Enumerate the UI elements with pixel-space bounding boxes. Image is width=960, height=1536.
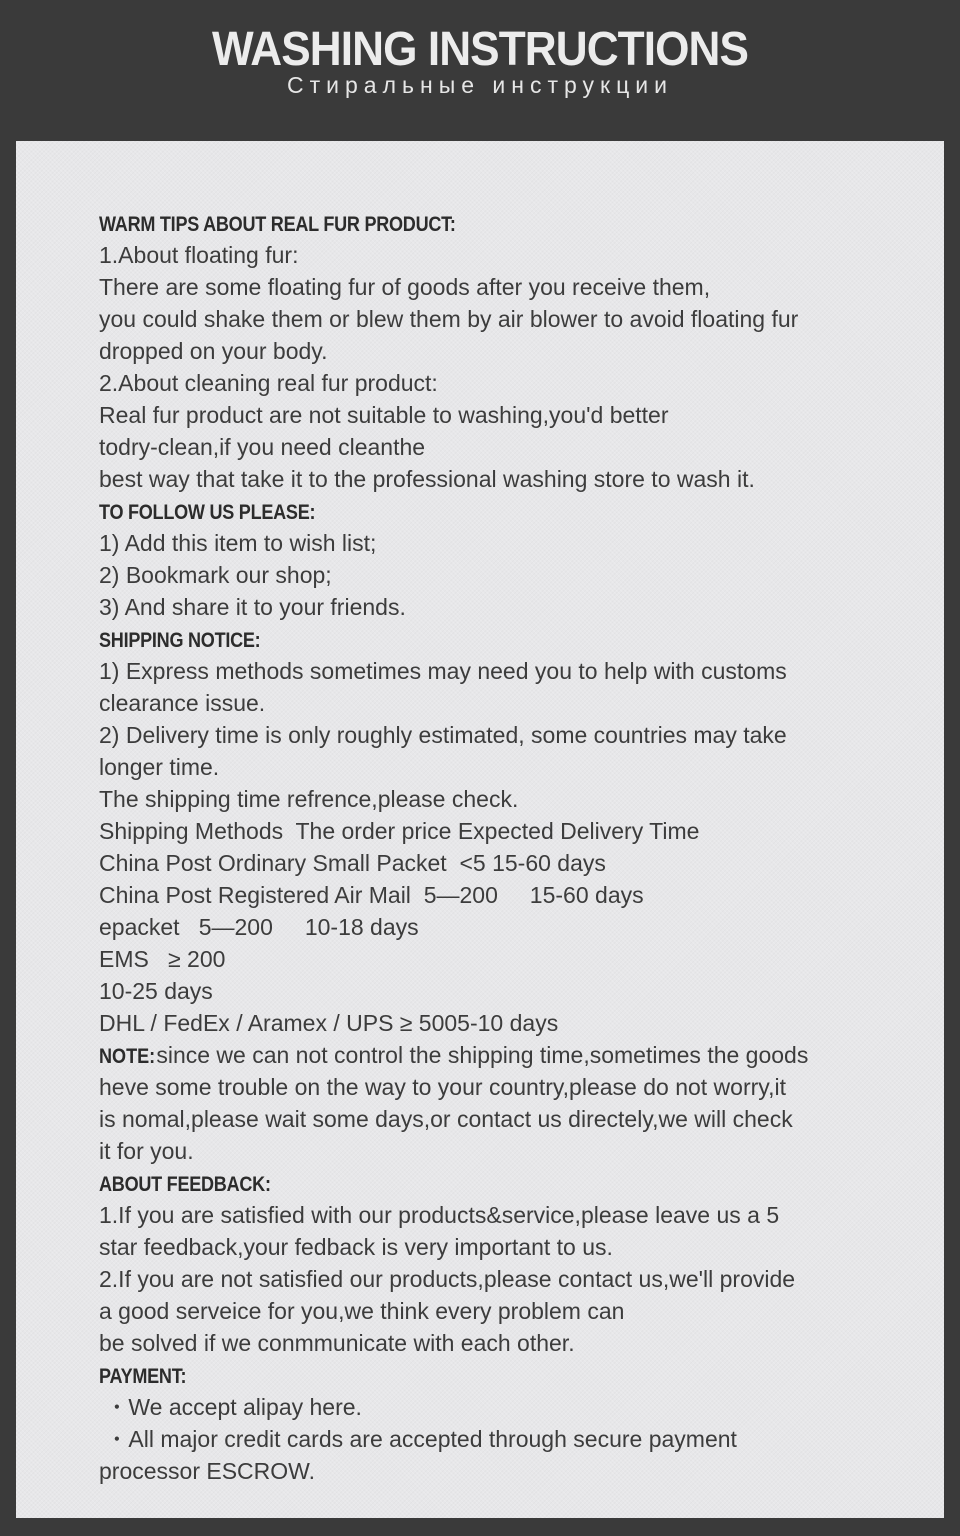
text-line: dropped on your body. xyxy=(99,338,328,364)
text-line: star feedback,your fedback is very important to us. xyxy=(99,1234,613,1260)
note-line xyxy=(99,1039,899,1071)
page-title: WASHING INSTRUCTIONS xyxy=(211,23,749,76)
text-line: longer time. xyxy=(99,754,220,780)
shipping-row: China Post Ordinary Small Packet <5 15-60 days xyxy=(99,850,606,876)
text-line: 3) And share it to your friends. xyxy=(99,594,406,620)
header-bar xyxy=(0,0,960,140)
section-heading-shipping: SHIPPING NOTICE: xyxy=(99,629,261,652)
text-line: clearance issue. xyxy=(99,690,266,716)
shipping-row: 10-25 days xyxy=(99,978,213,1004)
shipping-table-header: Shipping Methods The order price Expected Delivery Time xyxy=(99,818,700,844)
text-line: 1.About floating fur: xyxy=(99,242,299,268)
text-line: you could shake them or blew them by air blower to avoid floating fur xyxy=(99,306,799,332)
shipping-row: epacket 5—200 10-18 days xyxy=(99,914,419,940)
text-line: The shipping time refrence,please check. xyxy=(99,786,519,812)
text-line: best way that take it to the professional washing store to wash it. xyxy=(99,466,755,492)
text-line: 2.About cleaning real fur product: xyxy=(99,370,438,396)
instructions-text xyxy=(99,207,899,1487)
text-line: 2.If you are not satisfied our products,please contact us,we'll provide xyxy=(99,1266,796,1292)
text-line: 2) Delivery time is only roughly estimated, some countries may take xyxy=(99,722,787,748)
text-line: There are some floating fur of goods after you receive them, xyxy=(99,274,711,300)
text-line: todry-clean,if you need cleanthe xyxy=(99,434,426,460)
section-heading-follow: TO FOLLOW US PLEASE: xyxy=(99,501,316,524)
note-heading: NOTE: xyxy=(99,1045,156,1068)
text-line: be solved if we conmmunicate with each other. xyxy=(99,1330,575,1356)
section-heading-feedback: ABOUT FEEDBACK: xyxy=(99,1173,271,1196)
text-line: a good serveice for you,we think every problem can xyxy=(99,1298,625,1324)
text-line: 1) Express methods sometimes may need you to help with customs xyxy=(99,658,787,684)
section-heading-warm-tips: WARM TIPS ABOUT REAL FUR PRODUCT: xyxy=(99,213,456,236)
text-line: ・We accept alipay here. xyxy=(99,1394,362,1420)
page-subtitle: Стиральные инструкции xyxy=(287,72,673,98)
text-line: 1.If you are satisfied with our products&service,please leave us a 5 xyxy=(99,1202,780,1228)
section-heading-payment: PAYMENT: xyxy=(99,1365,187,1388)
text-line: it for you. xyxy=(99,1138,194,1164)
text-line: 2) Bookmark our shop; xyxy=(99,562,332,588)
shipping-row: EMS ≥ 200 xyxy=(99,946,226,972)
text-line: ・All major credit cards are accepted through secure payment xyxy=(99,1426,737,1452)
text-line: processor ESCROW. xyxy=(99,1458,315,1484)
shipping-row: DHL / FedEx / Aramex / UPS ≥ 5005-10 days xyxy=(99,1010,559,1036)
text-line: Real fur product are not suitable to washing,you'd better xyxy=(99,402,669,428)
shipping-row: China Post Registered Air Mail 5—200 15-60 days xyxy=(99,882,644,908)
note-text: since we can not control the shipping time,sometimes the goods xyxy=(156,1042,809,1068)
text-line: heve some trouble on the way to your country,please do not worry,it xyxy=(99,1074,786,1100)
text-line: 1) Add this item to wish list; xyxy=(99,530,377,556)
text-line: is nomal,please wait some days,or contact us directely,we will check xyxy=(99,1106,793,1132)
